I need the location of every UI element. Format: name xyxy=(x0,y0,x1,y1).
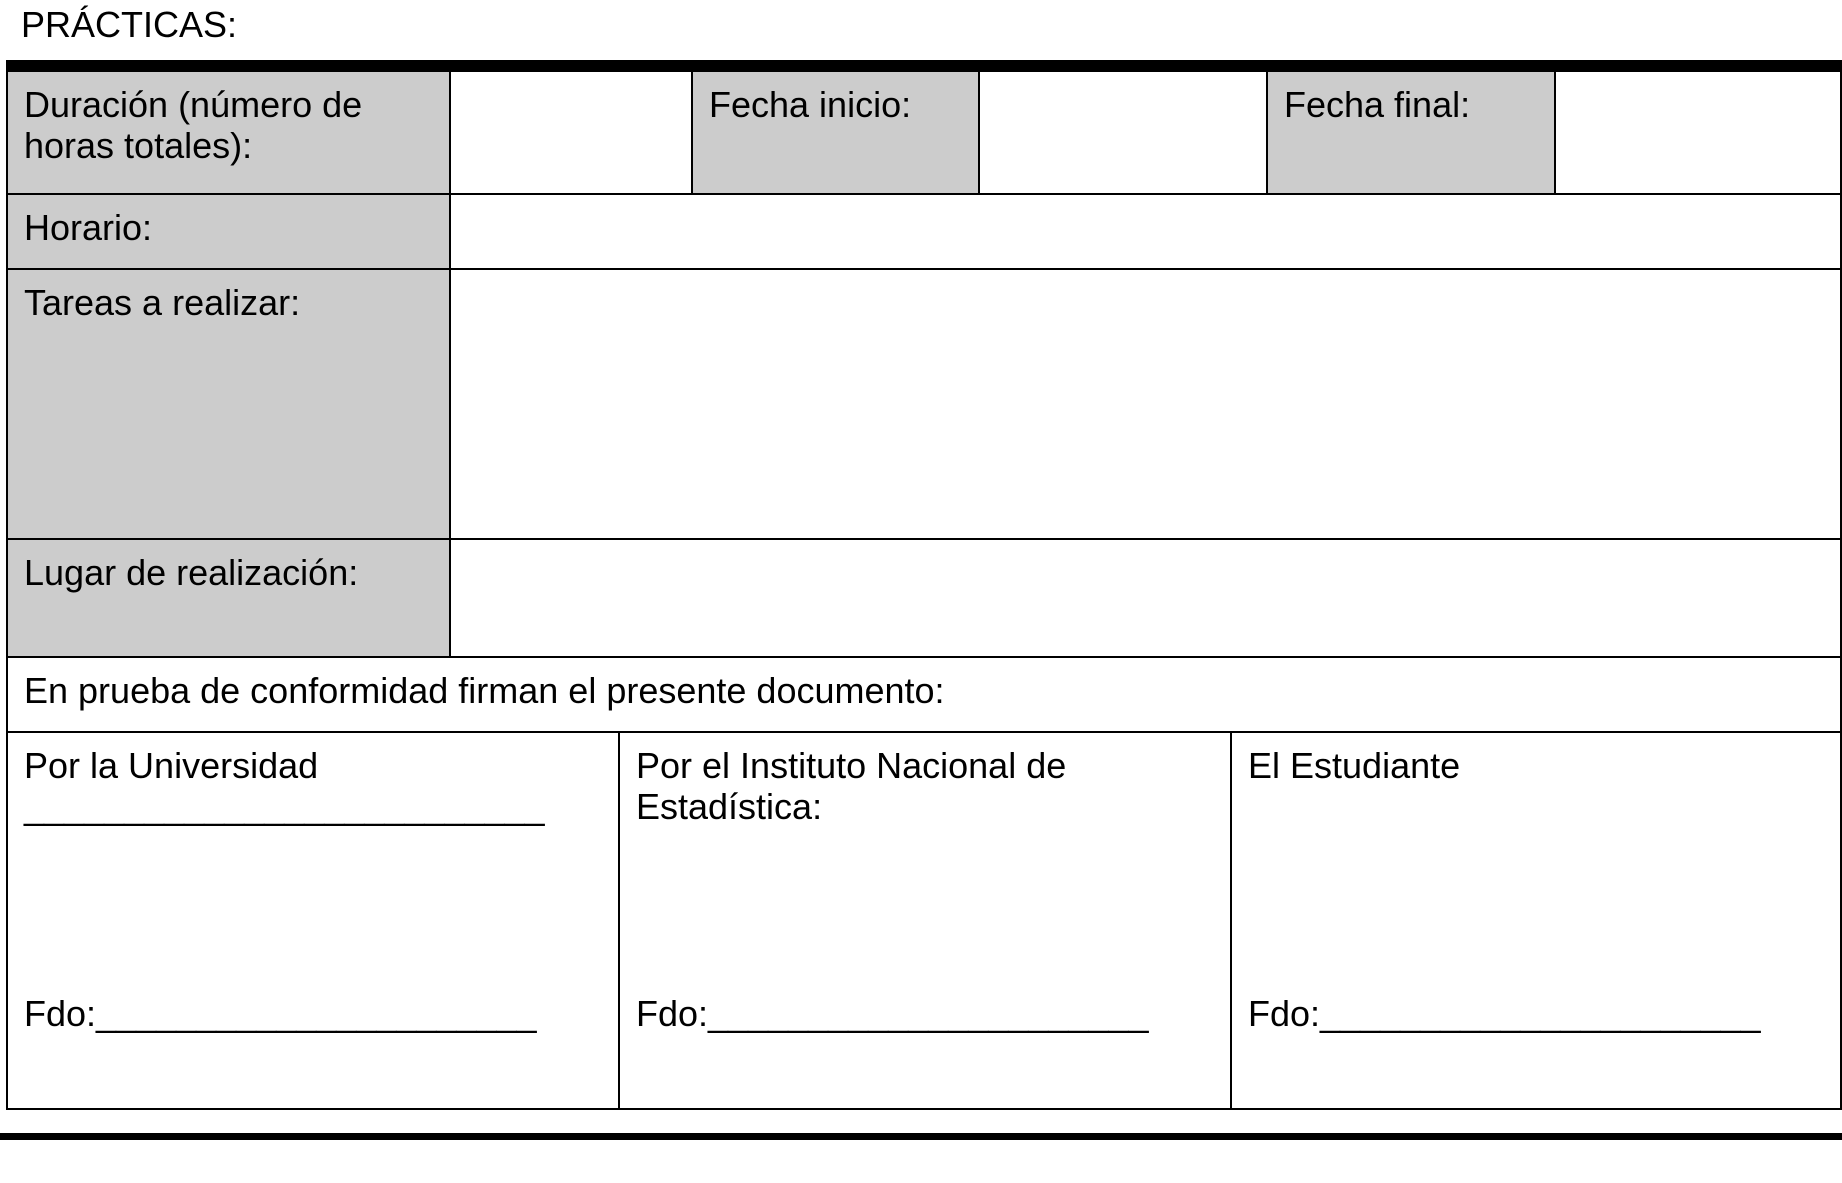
signature-student xyxy=(1230,731,1842,1110)
signature-university-title: Por la Universidad xyxy=(24,745,319,786)
location-label-cell xyxy=(6,538,451,658)
end-date-label: Fecha final: xyxy=(1284,84,1471,125)
duration-label-cell xyxy=(6,70,451,195)
schedule-label-cell xyxy=(6,193,451,270)
signature-ine-fdo: Fdo:______________________ xyxy=(636,993,1149,1034)
signature-ine xyxy=(618,731,1232,1110)
section-title: PRÁCTICAS: xyxy=(21,4,238,45)
signature-student-title: El Estudiante xyxy=(1248,745,1461,786)
schedule-field[interactable] xyxy=(449,193,1842,270)
duration-label: Duración (número de horas totales): xyxy=(24,84,363,166)
conformity-row xyxy=(6,656,1842,733)
signature-university-fdo: Fdo:______________________ xyxy=(24,993,537,1034)
end-date-field[interactable] xyxy=(1554,70,1842,195)
top-rule xyxy=(6,60,1842,70)
location-label: Lugar de realización: xyxy=(24,552,359,593)
conformity-text: En prueba de conformidad firman el presente documento: xyxy=(24,670,945,711)
tasks-field[interactable] xyxy=(449,268,1842,540)
tasks-label-cell xyxy=(6,268,451,540)
start-date-label-cell xyxy=(691,70,980,195)
signature-student-fdo: Fdo:______________________ xyxy=(1248,993,1761,1034)
signature-university xyxy=(6,731,620,1110)
signature-ine-title: Por el Instituto Nacional de Estadística: xyxy=(636,745,1067,827)
schedule-label: Horario: xyxy=(24,207,153,248)
signature-university-line: __________________________ xyxy=(24,786,545,827)
start-date-field[interactable] xyxy=(978,70,1268,195)
duration-field[interactable] xyxy=(449,70,693,195)
bottom-rule xyxy=(0,1133,1842,1140)
location-field[interactable] xyxy=(449,538,1842,658)
end-date-label-cell xyxy=(1266,70,1556,195)
start-date-label: Fecha inicio: xyxy=(709,84,912,125)
tasks-label: Tareas a realizar: xyxy=(24,282,301,323)
